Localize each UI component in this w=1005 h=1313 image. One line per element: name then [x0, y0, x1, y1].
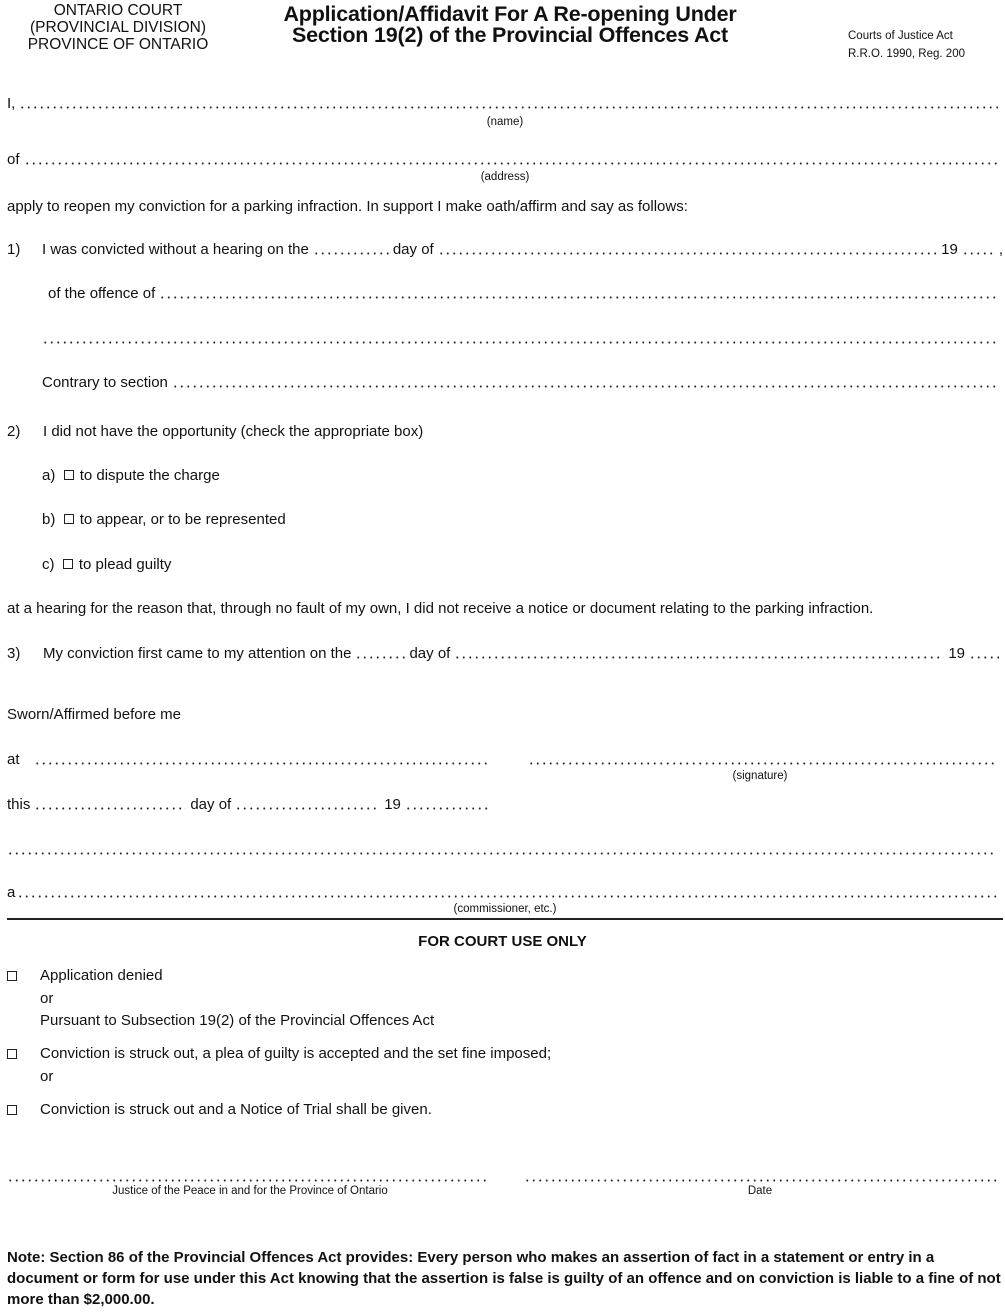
- checkbox-appear[interactable]: [64, 514, 74, 524]
- item3-day-field[interactable]: [355, 656, 405, 659]
- this-row: [7, 796, 495, 814]
- opt-denied-label: Application denied: [40, 967, 163, 984]
- opt-guilty-label: Conviction is struck out, a plea of guilty is accepted and the set fine imposed;: [40, 1045, 552, 1062]
- commissioner-field[interactable]: [17, 895, 998, 898]
- act-line: R.R.O. 1990, Reg. 200: [848, 48, 965, 60]
- justice-caption: Justice of the Peace in and for the Province of Ontario: [112, 1185, 388, 1197]
- contrary-label: Contrary to section: [42, 374, 168, 391]
- opt-trial-label: Conviction is struck out and a Notice of Trial shall be given.: [40, 1101, 432, 1118]
- this-label: this: [7, 796, 31, 813]
- act-reference: [848, 27, 965, 63]
- checkbox-guilty[interactable]: [7, 1049, 17, 1059]
- date-row: [520, 1168, 1002, 1186]
- offence-row: [48, 285, 1002, 303]
- justice-signature-field[interactable]: [7, 1179, 489, 1182]
- court-name: [0, 2, 236, 53]
- sworn-day-of: day of: [190, 796, 232, 813]
- option-letter: a): [42, 467, 56, 484]
- item1-month-field[interactable]: [438, 252, 937, 255]
- at-label: at: [7, 751, 20, 768]
- signature-field[interactable]: [528, 762, 998, 765]
- title-line: Section 19(2) of the Provincial Offences Act: [291, 23, 729, 47]
- court-line: ONTARIO COURT: [53, 2, 183, 19]
- item3-day-of: day of: [409, 645, 451, 662]
- option-label: to dispute the charge: [79, 467, 220, 484]
- checkbox-trial[interactable]: [7, 1105, 17, 1115]
- option-label: to plead guilty: [78, 556, 172, 573]
- sworn-heading: Sworn/Affirmed before me: [7, 706, 181, 723]
- address-row: [7, 151, 1002, 169]
- option-label: to appear, or to be represented: [79, 511, 286, 528]
- court-line: PROVINCE OF ONTARIO: [27, 36, 209, 53]
- commissioner-name-field[interactable]: [7, 852, 993, 855]
- or-label: or: [40, 990, 54, 1007]
- date-caption: Date: [747, 1185, 773, 1197]
- option-letter: c): [42, 556, 55, 573]
- commissioner-row: [7, 884, 1002, 902]
- legal-note: Note: Section 86 of the Provincial Offences Act provides: Every person who makes an assertion of fact in a statement or entry in a document or form for use under this Act knowing that the assertion is false is guilty of an offence and on conviction is liable to a fine of not more than $2,000.00.: [7, 1249, 1001, 1308]
- sworn-day-field[interactable]: [34, 807, 186, 810]
- or-label: or: [40, 1068, 54, 1085]
- checkbox-denied[interactable]: [7, 971, 17, 981]
- option-c[interactable]: [42, 556, 171, 574]
- date-field[interactable]: [524, 1179, 998, 1182]
- act-line: Courts of Justice Act: [848, 30, 953, 42]
- i-label: I,: [7, 95, 16, 112]
- section-field[interactable]: [172, 385, 998, 388]
- at-row: [7, 751, 495, 769]
- item3-year-label: 19: [948, 645, 965, 662]
- offence-field[interactable]: [159, 296, 998, 299]
- name-field[interactable]: [19, 106, 998, 109]
- item3-text: My conviction first came to my attention on the: [43, 645, 352, 662]
- commissioner-caption: (commissioner, etc.): [453, 903, 557, 915]
- option-b[interactable]: [42, 511, 286, 529]
- checkbox-dispute[interactable]: [64, 470, 74, 480]
- title-line: Application/Affidavit For A Re-opening Under: [283, 2, 737, 26]
- court-use-title: FOR COURT USE ONLY: [418, 933, 587, 950]
- sworn-month-field[interactable]: [235, 807, 380, 810]
- item1-comma: ,: [998, 241, 1003, 258]
- checkbox-plead[interactable]: [63, 559, 73, 569]
- court-line: (PROVINCIAL DIVISION): [30, 19, 206, 36]
- a-label: a: [7, 884, 16, 901]
- offence-label: of the offence of: [48, 285, 156, 302]
- form-title: [230, 4, 790, 46]
- sworn-year-label: 19: [384, 796, 401, 813]
- commissioner-name-row: [7, 841, 997, 859]
- item1-day-of: day of: [392, 241, 434, 258]
- name-caption: (name): [486, 116, 524, 128]
- contrary-row: [42, 374, 1002, 392]
- option-a[interactable]: [42, 467, 220, 485]
- of-label: of: [7, 151, 20, 168]
- item1-year-label: 19: [941, 241, 958, 258]
- justice-row: [7, 1168, 493, 1186]
- item2-number: 2): [7, 423, 21, 440]
- sworn-year-field[interactable]: [405, 807, 491, 810]
- pursuant-label: Pursuant to Subsection 19(2) of the Provincial Offences Act: [40, 1012, 435, 1029]
- address-field[interactable]: [24, 162, 998, 165]
- item1-text: I was convicted without a hearing on the: [42, 241, 309, 258]
- item1-year-field[interactable]: [962, 252, 995, 255]
- location-field[interactable]: [34, 762, 491, 765]
- item1-number: 1): [7, 241, 21, 258]
- offence-continuation-row: [42, 330, 1002, 348]
- item3-month-field[interactable]: [454, 656, 944, 659]
- offence-field-continued[interactable]: [42, 341, 998, 344]
- signature-caption: (signature): [732, 770, 788, 782]
- address-caption: (address): [480, 171, 530, 183]
- item3-year-field[interactable]: [969, 656, 999, 659]
- item1-row: [42, 241, 1003, 259]
- item2-text: I did not have the opportunity (check the appropriate box): [43, 423, 424, 440]
- item3-number: 3): [7, 645, 21, 662]
- item1-day-field[interactable]: [313, 252, 389, 255]
- section-divider: [7, 918, 1003, 920]
- reason-text: at a hearing for the reason that, through no fault of my own, I did not receive a notice or document relating to the parking infraction.: [7, 600, 874, 617]
- option-letter: b): [42, 511, 56, 528]
- statement: apply to reopen my conviction for a parking infraction. In support I make oath/affirm and say as follows:: [7, 198, 688, 215]
- name-row: [7, 95, 1002, 113]
- signature-row: [524, 751, 1002, 769]
- item3-row: [43, 645, 1003, 663]
